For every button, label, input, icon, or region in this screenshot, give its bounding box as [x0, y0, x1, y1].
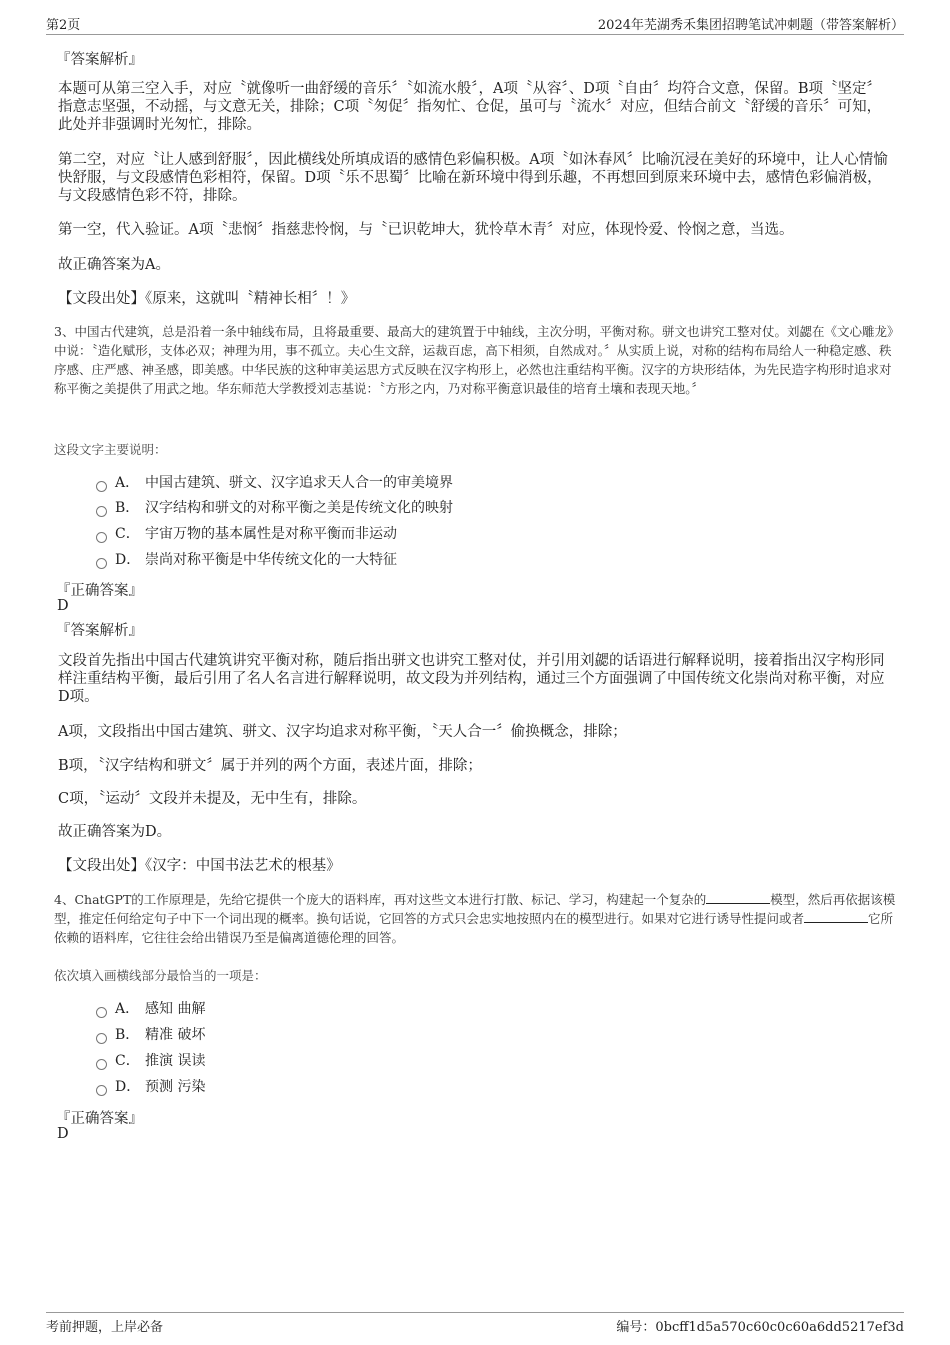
q4-question-text: [54, 890, 896, 947]
document-code: 编号：0bcff1d5a570c60c0c60a6dd5217ef3d: [616, 1320, 904, 1335]
option-letter: B．: [115, 1027, 140, 1043]
q2-analysis-p3: 第一空，代入验证。A项〝悲悯〞指慈悲怜悯，与〝已识乾坤大，犹怜草木青〞对应，体现怜爱、怜悯之意，当选。: [58, 222, 794, 238]
page-header: [46, 14, 904, 35]
option-letter: D．: [115, 1079, 141, 1095]
q3-analysis-p1: 文段首先指出中国古代建筑讲究平衡对称，随后指出骈文也讲究工整对仗，并引用刘勰的话语进行解释说明，接着指出汉字构形同样注重结构平衡，最后引用了名人名言进行解释说明，故文段为并列结构，通过三个方面强调了中国传统文化崇尚对称平衡，对应D项。: [58, 653, 885, 705]
radio-icon[interactable]: [96, 532, 107, 543]
page-number: 第2页: [46, 18, 81, 33]
radio-icon[interactable]: [96, 1085, 107, 1096]
q3-option-a[interactable]: [96, 473, 453, 493]
fill-blank-1: [706, 891, 770, 904]
radio-icon[interactable]: [96, 1007, 107, 1018]
option-letter: B．: [115, 500, 140, 516]
option-text: 崇尚对称平衡是中华传统文化的一大特征: [145, 552, 397, 568]
option-text: 感知 曲解: [145, 1001, 206, 1017]
option-text: 精准 破坏: [145, 1027, 206, 1043]
option-text: 汉字结构和骈文的对称平衡之美是传统文化的映射: [145, 500, 453, 516]
q2-analysis-p4: 故正确答案为A。: [58, 257, 170, 273]
footer-slogan: 考前押题，上岸必备: [46, 1320, 164, 1335]
q4-prompt: 依次填入画横线部分最恰当的一项是：: [54, 968, 267, 983]
q3-analysis-p3: B项，〝汉字结构和骈文〞属于并列的两个方面，表述片面，排除；: [58, 758, 482, 774]
q3-option-c[interactable]: [96, 524, 397, 544]
q4-text-part3: 它所依赖的语料库，它往往会给出错误乃至是偏离道德伦理的回答。: [54, 911, 894, 945]
q2-source: 【文段出处】《原来，这就叫〝精神长相〞！》: [58, 291, 356, 307]
radio-icon[interactable]: [96, 1059, 107, 1070]
q4-option-c[interactable]: [96, 1051, 205, 1071]
page-footer: [46, 1312, 904, 1333]
q4-answer: D: [57, 1126, 69, 1142]
q4-option-b[interactable]: [96, 1025, 205, 1045]
q3-option-d[interactable]: [96, 550, 397, 570]
radio-icon[interactable]: [96, 506, 107, 517]
option-text: 中国古建筑、骈文、汉字追求天人合一的审美境界: [145, 475, 453, 491]
q3-correct-label: 『正确答案』: [56, 583, 143, 599]
fill-blank-2: [804, 910, 868, 923]
document-title: 2024年芜湖秀禾集团招聘笔试冲刺题（带答案解析）: [597, 18, 904, 33]
q4-text-part1: 4、ChatGPT的工作原理是，先给它提供一个庞大的语料库，再对这些文本进行打散、标记、学习，构建起一个复杂的: [54, 892, 707, 907]
q3-analysis-label: 『答案解析』: [56, 623, 143, 639]
q4-text-part2: 模型，然后再依据该模型，推定任何给定句子中下一个词出现的概率。换句话说，它回答的方式只会忠实地按照内在的模型进行。如果对它进行诱导性提问或者: [54, 892, 896, 926]
q2-analysis-p1: 本题可从第三空入手，对应〝就像听一曲舒缓的音乐〞〝如流水般〞，A项〝从容〞、D项〝自由〞均符合文意，保留。B项〝坚定〞指意志坚强，不动摇，与文意无关，排除；C项〝匆促〞指匆忙、仓促，虽可与〝流水〞对应，但结合前文〝舒缓的音乐〞可知，此处并非强调时光匆忙，排除。: [58, 81, 882, 133]
q3-prompt: 这段文字主要说明：: [54, 442, 167, 457]
radio-icon[interactable]: [96, 558, 107, 569]
option-text: 推演 误读: [145, 1053, 206, 1069]
q2-analysis-p2: 第二空，对应〝让人感到舒服〞，因此横线处所填成语的感情色彩偏积极。A项〝如沐春风〞比喻沉浸在美好的环境中，让人心情愉快舒服，与文段感情色彩相符，保留。D项〝乐不思蜀〞比喻在新环境中得到乐趣，不再想回到原来环境中去，感情色彩偏消极，与文段感情色彩不符，排除。: [58, 152, 888, 204]
q4-option-a[interactable]: [96, 999, 205, 1019]
q3-answer: D: [57, 598, 69, 614]
q3-question-text: 3、中国古代建筑，总是沿着一条中轴线布局，且将最重要、最高大的建筑置于中轴线，主次分明，平衡对称。骈文也讲究工整对仗。刘勰在《文心雕龙》中说：〝造化赋形，支体必双；神理为用，事不孤立。夫心生文辞，运裁百虑，高下相须，自然成对。〞从实质上说，对称的结构布局给人一种稳定感、秩序感、庄严感、神圣感，即美感。中华民族的这种审美运思方式反映在汉字构形上，必然也注重结构平衡。汉字的方块形结体，为先民造字构形时追求对称平衡之美提供了用武之地。华东师范大学教授刘志基说：〝方形之内，乃对称平衡意识最佳的培育土壤和表现天地。〞: [54, 324, 894, 396]
option-letter: D．: [115, 552, 141, 568]
option-letter: A．: [115, 475, 140, 491]
q3-analysis-p2: A项，文段指出中国古建筑、骈文、汉字均追求对称平衡，〝天人合一〞偷换概念，排除；: [58, 724, 627, 740]
radio-icon[interactable]: [96, 481, 107, 492]
q3-analysis-p4: C项，〝运动〞文段并未提及，无中生有，排除。: [58, 791, 367, 807]
radio-icon[interactable]: [96, 1033, 107, 1044]
q4-correct-label: 『正确答案』: [56, 1111, 143, 1127]
q3-source: 【文段出处】《汉字：中国书法艺术的根基》: [58, 858, 341, 874]
option-text: 预测 污染: [145, 1079, 206, 1095]
q3-analysis-p5: 故正确答案为D。: [58, 824, 172, 840]
q4-option-d[interactable]: [96, 1077, 205, 1097]
q3-option-b[interactable]: [96, 498, 453, 518]
option-letter: A．: [115, 1001, 140, 1017]
option-letter: C．: [115, 1053, 140, 1069]
option-text: 宇宙万物的基本属性是对称平衡而非运动: [145, 526, 397, 542]
option-letter: C．: [115, 526, 140, 542]
q2-analysis-label: 『答案解析』: [56, 52, 143, 68]
